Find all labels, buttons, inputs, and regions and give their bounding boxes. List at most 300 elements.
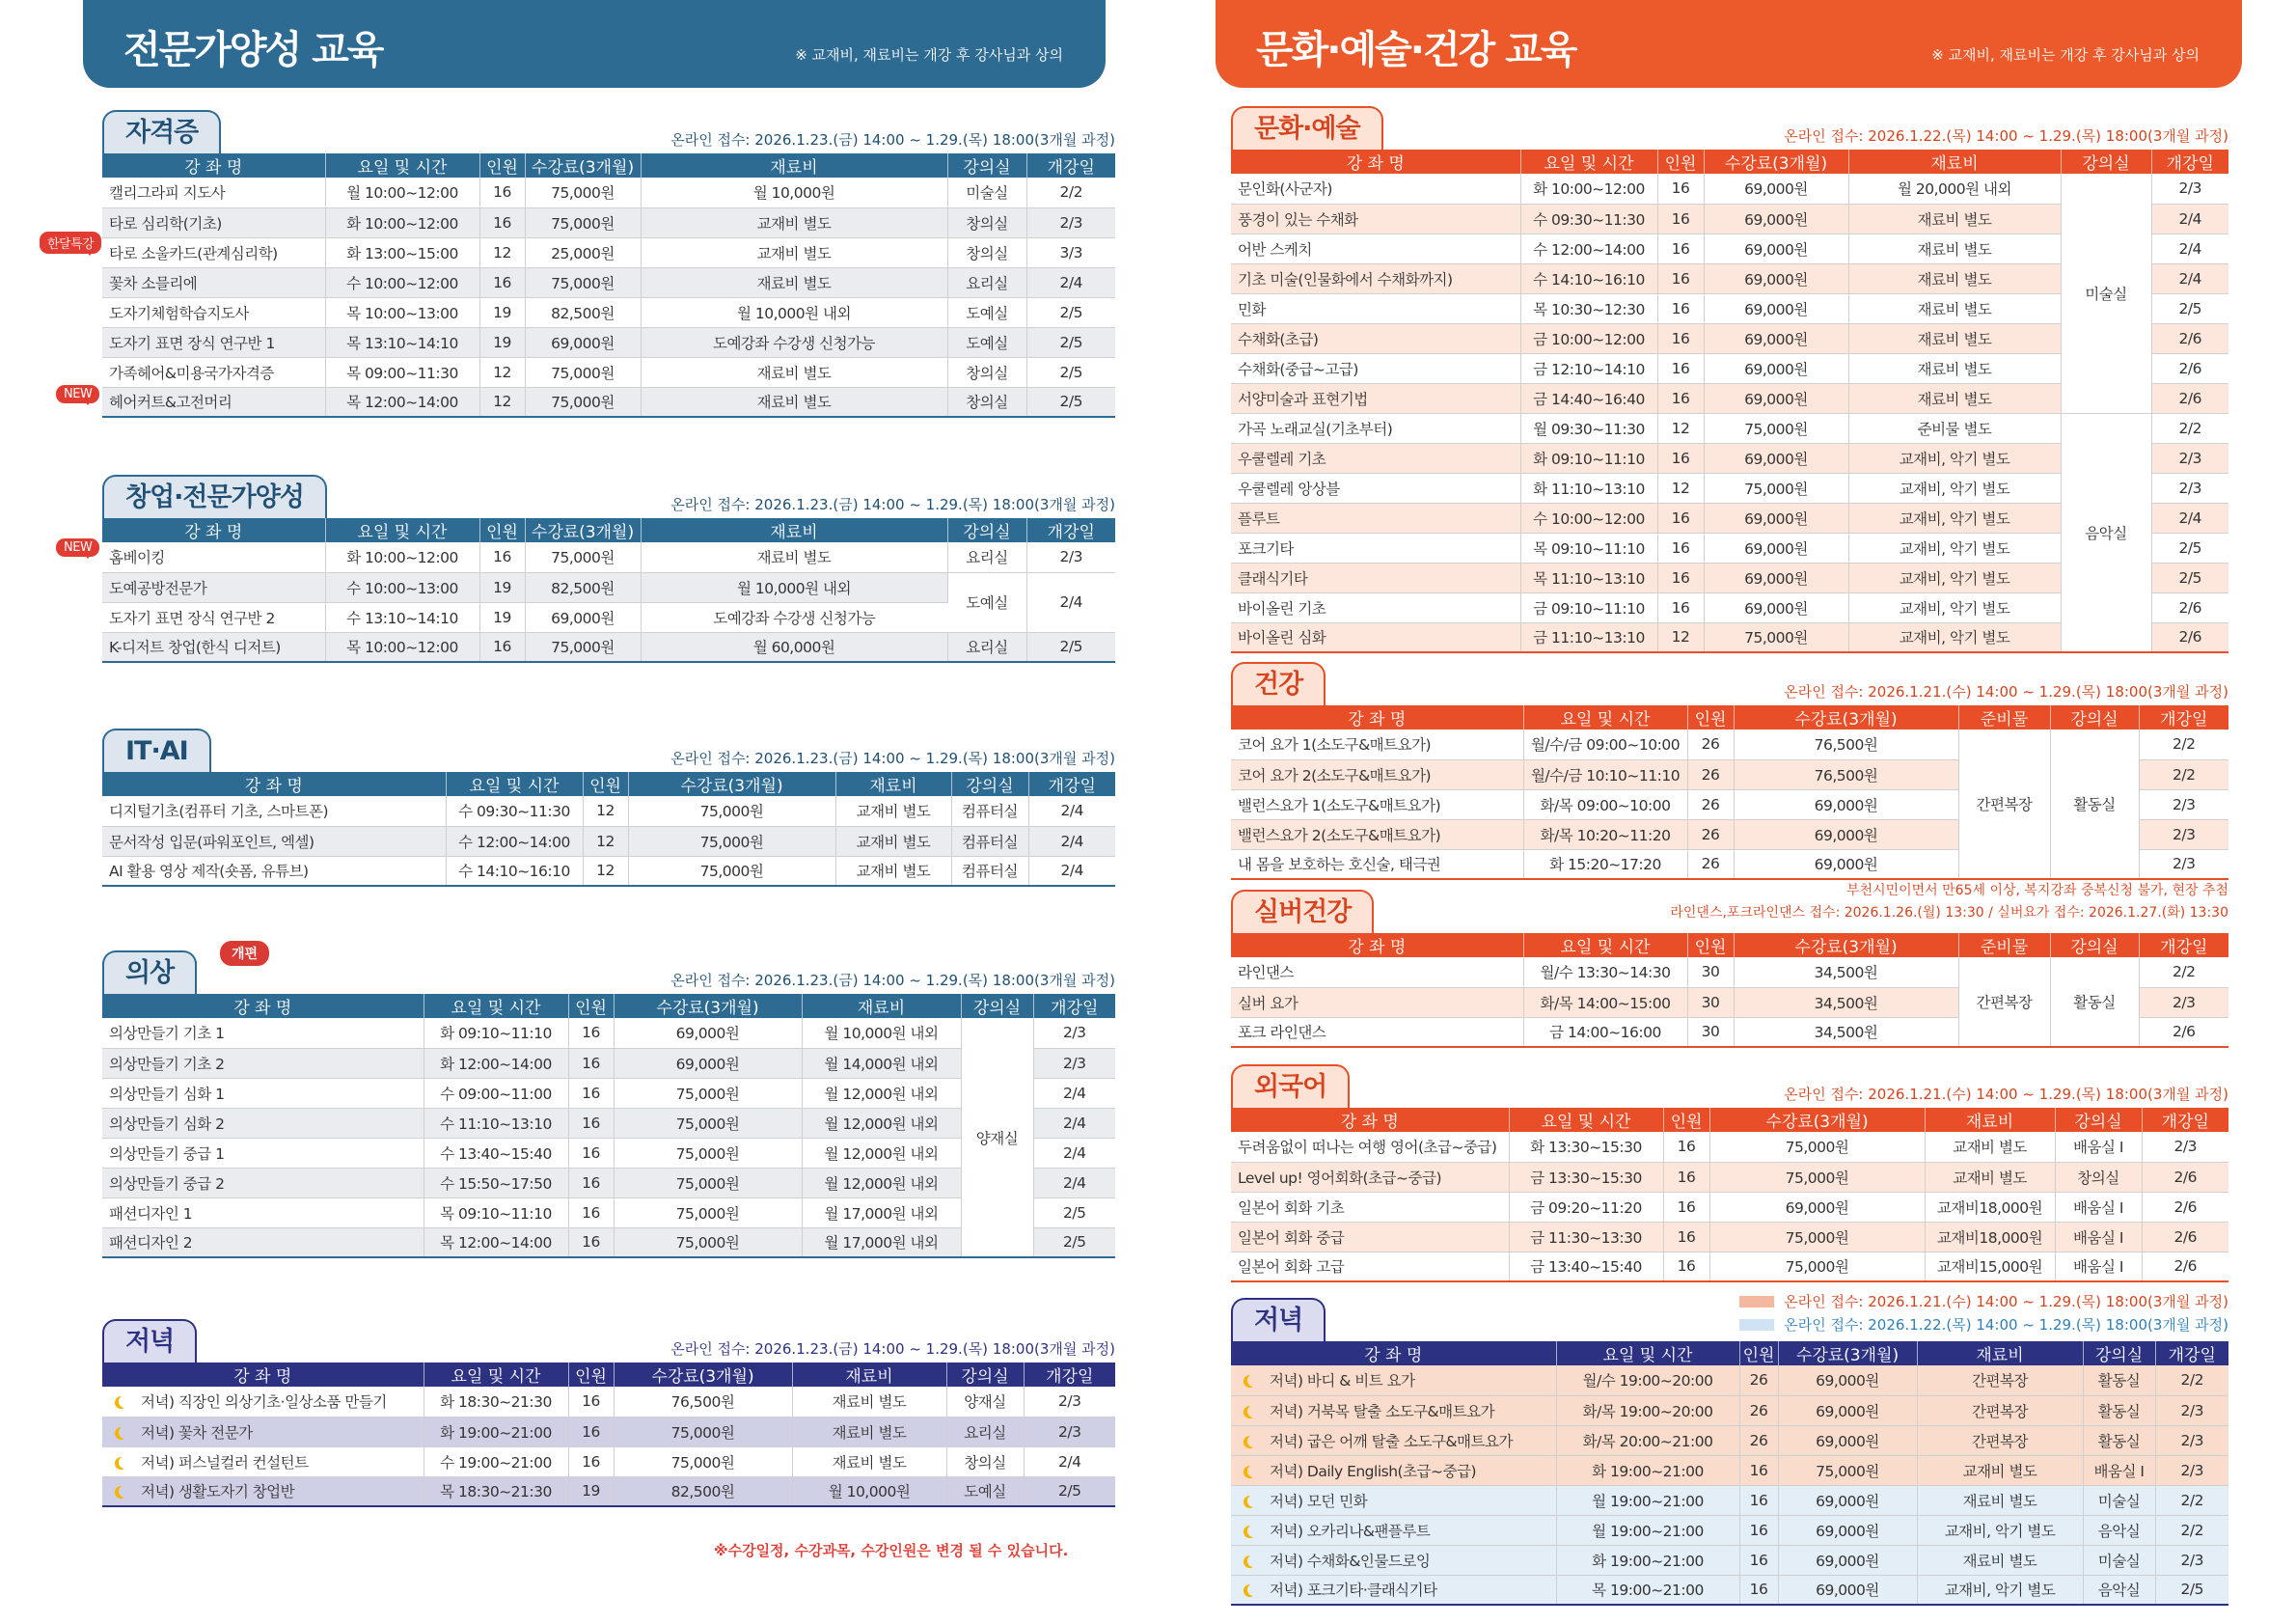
table-cell: 재료비 별도	[641, 542, 947, 572]
table-cell: 16	[1657, 592, 1704, 622]
table-cell: 교재비, 악기 별도	[1848, 592, 2061, 622]
table-cell: 2/6	[2151, 323, 2228, 353]
column-header: 강 좌 명	[1231, 150, 1520, 174]
table-row	[102, 796, 1115, 826]
table-cell: 2/4	[1024, 1446, 1115, 1476]
table-cell: K-디저트 창업(한식 디저트)	[102, 632, 325, 662]
table-cell: 교재비, 악기 별도	[1848, 563, 2061, 592]
table-cell: 꽃차 소믈리에	[102, 267, 325, 297]
table-cell: 창의실	[947, 207, 1026, 237]
column-header: 강 좌 명	[102, 772, 446, 796]
table-row	[102, 327, 1115, 357]
table-cell: 26	[1687, 819, 1734, 849]
table-cell: 2/2	[2139, 729, 2228, 759]
table-cell: 교재비 별도	[1917, 1455, 2083, 1485]
table-cell: 수 10:00~12:00	[325, 267, 479, 297]
table-cell: 도예실	[946, 1476, 1024, 1506]
table-cell: 금 11:30~13:30	[1509, 1222, 1663, 1252]
table-cell: 어반 스케치	[1231, 234, 1520, 263]
table-cell: 목 09:10~11:10	[1520, 533, 1657, 563]
table-cell: 69,000원	[1704, 353, 1848, 383]
table-cell: 2/4	[1028, 856, 1115, 886]
column-header: 수강료(3개월)	[614, 994, 802, 1018]
reg-munhwa: 온라인 접수: 2026.1.22.(목) 14:00 ~ 1.29.(목) 18:00(3개월 과정)	[1784, 127, 2228, 145]
column-header: 수강료(3개월)	[628, 772, 835, 796]
column-header: 강 좌 명	[102, 994, 424, 1018]
table-cell: 월 12,000원 내외	[802, 1108, 961, 1138]
table-cell: 30	[1687, 957, 1734, 987]
table-cell: 디지털기초(컴퓨터 기초, 스마트폰)	[102, 796, 446, 826]
table-row	[1231, 413, 2228, 443]
column-header: 강 좌 명	[102, 518, 325, 542]
table-row	[1231, 1132, 2228, 1162]
table-cell: 재료비 별도	[1917, 1545, 2083, 1575]
table-cell: 69,000원	[1778, 1545, 1917, 1575]
table-munhwa	[1231, 150, 2228, 653]
table-cell: 2/6	[2151, 622, 2228, 652]
tab-jagyeok: 자격증	[102, 110, 221, 153]
table-cell: 69,000원	[1704, 533, 1848, 563]
table-cell: 목 10:30~12:30	[1520, 293, 1657, 323]
table-cell: 2/5	[1024, 1476, 1115, 1506]
table-cell: 플루트	[1231, 503, 1520, 533]
table-cell: 2/2	[2151, 413, 2228, 443]
silver-note-2: 라인댄스,포크라인댄스 접수: 2026.1.26.(월) 13:30 / 실버요가 접수: 2026.1.27.(화) 13:30	[1670, 905, 2228, 921]
table-cell: 목 09:00~11:30	[325, 357, 479, 387]
table-cell: 금 12:10~14:10	[1520, 353, 1657, 383]
moon-icon	[1247, 1525, 1260, 1537]
table-cell: 25,000원	[525, 237, 641, 267]
table-cell: 26	[1739, 1395, 1778, 1425]
table-row	[102, 1476, 1115, 1506]
table-cell: 2/6	[2139, 1017, 2228, 1047]
table-cell: 도예실	[947, 572, 1026, 632]
table-cell: 75,000원	[525, 542, 641, 572]
table-cell: 75,000원	[628, 856, 835, 886]
table-cell: 2/5	[2151, 293, 2228, 323]
table-cell: 12	[479, 387, 525, 417]
table-cell: 도예실	[947, 327, 1026, 357]
table-cell: 교재비15,000원	[1925, 1252, 2055, 1281]
table-cell: 75,000원	[1704, 413, 1848, 443]
table-cell: 저녁) 꽃차 전문가	[102, 1417, 424, 1446]
table-cell: 미술실	[2061, 174, 2151, 413]
table-cell: 75,000원	[614, 1446, 792, 1476]
table-cell: 금 14:00~16:00	[1523, 1017, 1687, 1047]
table-cell: 수 09:30~11:30	[446, 796, 583, 826]
table-cell: 75,000원	[1709, 1222, 1925, 1252]
table-cell: 75,000원	[1709, 1252, 1925, 1281]
table-cell: 16	[568, 1417, 614, 1446]
table-cell: 3/3	[1026, 237, 1115, 267]
column-header: 재료비	[1848, 150, 2061, 174]
table-row	[1231, 729, 2228, 759]
table-cell: 월 10,000원 내외	[802, 1018, 961, 1048]
table-cell: 12	[1657, 622, 1704, 652]
column-header: 강의실	[947, 518, 1026, 542]
table-cell: 서양미술과 표현기법	[1231, 383, 1520, 413]
table-cell: 16	[1657, 293, 1704, 323]
column-header: 재료비	[792, 1363, 946, 1387]
table-cell: AI 활용 영상 제작(숏폼, 유튜브)	[102, 856, 446, 886]
table-cell: 헤어커트&고전머리	[102, 387, 325, 417]
legend-swatch-blue	[1739, 1319, 1774, 1331]
table-cell: 두려움없이 떠나는 여행 영어(초급~중급)	[1231, 1132, 1509, 1162]
legend-swatch-orange	[1739, 1296, 1774, 1307]
tab-uisang: 의상	[102, 950, 197, 994]
table-cell: 16	[1663, 1252, 1709, 1281]
table-cell: 수 15:50~17:50	[424, 1168, 568, 1197]
table-cell: 월 12,000원 내외	[802, 1078, 961, 1108]
table-row	[1231, 1485, 2228, 1515]
right-banner-note: ※ 교재비, 재료비는 개강 후 강사님과 상의	[1931, 46, 2200, 64]
table-row	[102, 856, 1115, 886]
table-cell: 12	[479, 357, 525, 387]
table-cell: 포크기타	[1231, 533, 1520, 563]
table-cell: 16	[1739, 1455, 1778, 1485]
table-cell: 19	[479, 327, 525, 357]
section-evening-right	[1231, 1293, 2228, 1606]
table-cell: 2/3	[2155, 1395, 2228, 1425]
table-cell: 2/5	[1026, 297, 1115, 327]
table-cell: 일본어 회화 중급	[1231, 1222, 1509, 1252]
table-cell: 수 14:10~16:10	[446, 856, 583, 886]
column-header: 개강일	[1024, 1363, 1115, 1387]
table-row	[102, 1018, 1115, 1048]
table-cell: 재료비 별도	[1848, 353, 2061, 383]
table-cell: 도자기체험학습지도사	[102, 297, 325, 327]
table-cell: 76,500원	[1734, 729, 1958, 759]
column-header: 개강일	[2139, 705, 2228, 729]
table-cell: 간편복장	[1917, 1365, 2083, 1395]
table-cell: 26	[1687, 759, 1734, 789]
table-cell: 16	[1657, 263, 1704, 293]
section-evening-left	[102, 1319, 1115, 1507]
section-munhwa	[1231, 106, 2228, 653]
table-cell: 배움실 I	[2055, 1192, 2142, 1222]
section-itai	[102, 729, 1115, 887]
table-row	[1231, 1365, 2228, 1395]
table-cell: 문인화(사군자)	[1231, 174, 1520, 204]
table-cell: 75,000원	[614, 1197, 802, 1227]
table-cell: 목 12:00~14:00	[424, 1227, 568, 1257]
table-cell: 음악실	[2083, 1515, 2155, 1545]
table-cell: 16	[568, 1108, 614, 1138]
section-silver	[1231, 883, 2228, 1048]
table-cell: 16	[479, 267, 525, 297]
table-cell: 2/3	[1033, 1048, 1115, 1078]
table-cell: 화 19:00~21:00	[424, 1417, 568, 1446]
table-cell: 2/3	[1026, 542, 1115, 572]
moon-icon	[1247, 1465, 1260, 1477]
column-header: 강 좌 명	[1231, 705, 1523, 729]
table-cell: 69,000원	[1778, 1425, 1917, 1455]
table-cell: 양재실	[946, 1387, 1024, 1417]
column-header: 수강료(3개월)	[1704, 150, 1848, 174]
table-cell: 2/4	[1033, 1078, 1115, 1108]
column-header: 요일 및 시간	[325, 153, 479, 178]
column-header: 요일 및 시간	[1556, 1341, 1739, 1365]
table-cell: 화 13:00~15:00	[325, 237, 479, 267]
table-cell: 저녁) 수채화&인물드로잉	[1231, 1545, 1556, 1575]
table-cell: 16	[479, 207, 525, 237]
table-cell: 2/5	[1033, 1227, 1115, 1257]
table-cell: 12	[1657, 473, 1704, 503]
table-cell: 2/6	[2151, 383, 2228, 413]
table-cell: 금 14:40~16:40	[1520, 383, 1657, 413]
table-cell: 화 10:00~12:00	[325, 542, 479, 572]
column-header: 인원	[1663, 1108, 1709, 1132]
table-cell: 요리실	[947, 632, 1026, 662]
table-cell: 2/2	[2139, 957, 2228, 987]
table-cell: 창의실	[947, 237, 1026, 267]
table-cell: 2/3	[2142, 1132, 2228, 1162]
table-cell: 월/수 13:30~14:30	[1523, 957, 1687, 987]
table-cell: 배움실 I	[2055, 1132, 2142, 1162]
table-evening-left	[102, 1363, 1115, 1507]
table-cell: 75,000원	[1704, 473, 1848, 503]
column-header: 강의실	[2061, 150, 2151, 174]
table-cell: 2/3	[2139, 849, 2228, 879]
column-header: 재료비	[641, 153, 947, 178]
table-silver	[1231, 933, 2228, 1048]
column-header: 재료비	[641, 518, 947, 542]
moon-icon	[119, 1485, 131, 1498]
table-cell: 76,500원	[614, 1387, 792, 1417]
table-cell: 16	[1739, 1515, 1778, 1545]
column-header: 개강일	[2139, 933, 2228, 957]
table-cell: 76,500원	[1734, 759, 1958, 789]
column-header: 인원	[568, 994, 614, 1018]
table-cell: 요리실	[947, 542, 1026, 572]
table-cell: 화 12:00~14:00	[424, 1048, 568, 1078]
table-cell: 69,000원	[1734, 849, 1958, 879]
table-cell: 2/5	[2151, 533, 2228, 563]
table-cell: 교재비18,000원	[1925, 1222, 2055, 1252]
table-row	[1231, 1455, 2228, 1485]
table-cell: 금 13:30~15:30	[1509, 1162, 1663, 1192]
column-header: 개강일	[1026, 153, 1115, 178]
table-cell: 69,000원	[1704, 263, 1848, 293]
table-cell: 2/2	[2155, 1365, 2228, 1395]
table-cell: 교재비 별도	[1925, 1132, 2055, 1162]
table-cell: 교재비 별도	[835, 856, 951, 886]
table-cell: 재료비 별도	[1917, 1485, 2083, 1515]
table-cell: 목 12:00~14:00	[325, 387, 479, 417]
table-cell: 도자기 표면 장식 연구반 2	[102, 602, 325, 632]
table-cell: 저녁) 모던 민화	[1231, 1485, 1556, 1515]
table-cell: 컴퓨터실	[951, 796, 1028, 826]
column-header: 강 좌 명	[1231, 1108, 1509, 1132]
table-cell: 12	[1657, 413, 1704, 443]
table-cell: 16	[1663, 1132, 1709, 1162]
tab-changup: 창업·전문가양성	[102, 475, 327, 518]
tab-geongang: 건강	[1231, 662, 1326, 705]
table-cell: 가곡 노래교실(기초부터)	[1231, 413, 1520, 443]
table-row	[1231, 1222, 2228, 1252]
column-header: 강의실	[947, 153, 1026, 178]
table-cell: 2/3	[2155, 1545, 2228, 1575]
table-cell: 재료비 별도	[1848, 293, 2061, 323]
table-cell: 간편복장	[1958, 957, 2050, 1047]
table-cell: 75,000원	[614, 1417, 792, 1446]
table-cell: 16	[568, 1387, 614, 1417]
column-header: 강의실	[2083, 1341, 2155, 1365]
moon-icon	[1247, 1435, 1260, 1447]
table-cell: 목 18:30~21:30	[424, 1476, 568, 1506]
badge-gaepyeon: 개편	[220, 941, 269, 966]
table-cell: 화 13:30~15:30	[1509, 1132, 1663, 1162]
table-cell: 16	[568, 1078, 614, 1108]
table-cell: 26	[1687, 729, 1734, 759]
table-cell: 재료비 별도	[792, 1417, 946, 1446]
table-cell: 16	[568, 1227, 614, 1257]
column-header: 요일 및 시간	[325, 518, 479, 542]
table-cell: 수 12:00~14:00	[446, 826, 583, 856]
table-cell: 바이올린 심화	[1231, 622, 1520, 652]
table-cell: 2/4	[1033, 1168, 1115, 1197]
moon-icon	[1247, 1555, 1260, 1567]
table-cell: 2/4	[1033, 1108, 1115, 1138]
table-cell: 2/6	[2142, 1192, 2228, 1222]
table-cell: 화 11:10~13:10	[1520, 473, 1657, 503]
table-cell: 교재비 별도	[641, 237, 947, 267]
column-header: 준비물	[1958, 705, 2050, 729]
table-cell: 금 13:40~15:40	[1509, 1252, 1663, 1281]
table-cell: 2/3	[1026, 207, 1115, 237]
column-header: 요일 및 시간	[424, 994, 568, 1018]
table-cell: 컴퓨터실	[951, 856, 1028, 886]
table-cell: 교재비, 악기 별도	[1917, 1575, 2083, 1605]
table-cell: 2/3	[2139, 819, 2228, 849]
table-cell: 활동실	[2083, 1365, 2155, 1395]
table-cell: 의상만들기 기초 2	[102, 1048, 424, 1078]
footnote: ※수강일정, 수강과목, 수강인원은 변경 될 수 있습니다.	[714, 1542, 1069, 1559]
column-header: 수강료(3개월)	[1734, 933, 1958, 957]
table-cell: 16	[568, 1446, 614, 1476]
table-cell: 풍경이 있는 수채화	[1231, 204, 1520, 234]
column-header: 준비물	[1958, 933, 2050, 957]
table-cell: 2/4	[2151, 234, 2228, 263]
tab-evening-left: 저녁	[102, 1319, 197, 1363]
table-row	[1231, 1162, 2228, 1192]
table-cell: 교재비 별도	[641, 207, 947, 237]
table-cell: 75,000원	[525, 178, 641, 207]
table-cell: 월 19:00~21:00	[1556, 1515, 1739, 1545]
table-cell: 2/3	[2155, 1455, 2228, 1485]
table-cell: 69,000원	[525, 602, 641, 632]
table-cell: 저녁) 포크기타·클래식기타	[1231, 1575, 1556, 1605]
column-header: 강의실	[951, 772, 1028, 796]
table-cell: 화 18:30~21:30	[424, 1387, 568, 1417]
table-cell: 라인댄스	[1231, 957, 1523, 987]
table-row	[102, 572, 1115, 602]
table-cell: 월 10:00~12:00	[325, 178, 479, 207]
table-cell: 코어 요가 2(소도구&매트요가)	[1231, 759, 1523, 789]
table-cell: 2/4	[1026, 572, 1115, 632]
column-header: 강 좌 명	[1231, 933, 1523, 957]
table-row	[1231, 957, 2228, 987]
tab-itai: IT·AI	[102, 729, 211, 772]
reg-geongang: 온라인 접수: 2026.1.21.(수) 14:00 ~ 1.29.(목) 18:00(3개월 과정)	[1784, 683, 2228, 701]
table-cell: 수 10:00~13:00	[325, 572, 479, 602]
table-cell: 월/수 19:00~20:00	[1556, 1365, 1739, 1395]
table-cell: 일본어 회화 고급	[1231, 1252, 1509, 1281]
table-cell: 홈베이킹	[102, 542, 325, 572]
column-header: 강 좌 명	[1231, 1341, 1556, 1365]
table-cell: 화/목 09:00~10:00	[1523, 789, 1687, 819]
table-cell: 창의실	[947, 387, 1026, 417]
table-cell: 코어 요가 1(소도구&매트요가)	[1231, 729, 1523, 759]
table-cell: 2/6	[2142, 1222, 2228, 1252]
table-cell: 월 17,000원 내외	[802, 1197, 961, 1227]
table-cell: 월 19:00~21:00	[1556, 1485, 1739, 1515]
table-cell: 75,000원	[525, 207, 641, 237]
table-cell: 12	[583, 826, 628, 856]
table-cell: 교재비, 악기 별도	[1917, 1515, 2083, 1545]
column-header: 인원	[583, 772, 628, 796]
table-row	[102, 632, 1115, 662]
column-header: 재료비	[1925, 1108, 2055, 1132]
tab-evening-right: 저녁	[1231, 1298, 1326, 1341]
table-cell: 월 60,000원	[641, 632, 947, 662]
table-cell: 교재비, 악기 별도	[1848, 503, 2061, 533]
column-header: 인원	[1687, 705, 1734, 729]
table-cell: 재료비 별도	[641, 357, 947, 387]
table-row	[1231, 1252, 2228, 1281]
table-cell: 69,000원	[1704, 503, 1848, 533]
column-header: 요일 및 시간	[446, 772, 583, 796]
column-header: 요일 및 시간	[1523, 933, 1687, 957]
table-cell: 2/4	[1033, 1138, 1115, 1168]
table-cell: 도예공방전문가	[102, 572, 325, 602]
column-header: 개강일	[1033, 994, 1115, 1018]
table-cell: 69,000원	[1778, 1575, 1917, 1605]
section-jagyeok	[47, 110, 1115, 418]
table-cell: 2/3	[2151, 174, 2228, 204]
table-cell: 16	[1739, 1545, 1778, 1575]
column-header: 강 좌 명	[102, 153, 325, 178]
table-cell: 패션디자인 1	[102, 1197, 424, 1227]
table-cell: 저녁) 생활도자기 창업반	[102, 1476, 424, 1506]
table-cell: 목 11:10~13:10	[1520, 563, 1657, 592]
table-cell: 75,000원	[1709, 1162, 1925, 1192]
table-cell: 75,000원	[614, 1078, 802, 1108]
table-cell: 16	[1657, 443, 1704, 473]
right-banner-title: 문화·예술·건강 교육	[1256, 28, 1576, 72]
column-header: 재료비	[835, 772, 951, 796]
table-cell: 2/3	[2151, 473, 2228, 503]
table-cell: 2/3	[1033, 1018, 1115, 1048]
column-header: 요일 및 시간	[1509, 1108, 1663, 1132]
table-cell: 69,000원	[1709, 1192, 1925, 1222]
table-cell: 16	[1657, 533, 1704, 563]
table-cell: 69,000원	[1778, 1515, 1917, 1545]
table-cell: 16	[1657, 383, 1704, 413]
tab-waeguk: 외국어	[1231, 1064, 1350, 1108]
table-cell: 화/목 20:00~21:00	[1556, 1425, 1739, 1455]
table-cell: 교재비, 악기 별도	[1848, 533, 2061, 563]
left-banner-title: 전문가양성 교육	[123, 28, 383, 72]
table-cell: 69,000원	[1704, 174, 1848, 204]
table-cell: 창의실	[947, 357, 1026, 387]
table-cell: 16	[1663, 1162, 1709, 1192]
table-cell: 의상만들기 심화 1	[102, 1078, 424, 1108]
table-cell: 2/6	[2142, 1252, 2228, 1281]
table-geongang	[1231, 705, 2228, 880]
table-cell: 의상만들기 기초 1	[102, 1018, 424, 1048]
table-cell: 69,000원	[1704, 443, 1848, 473]
